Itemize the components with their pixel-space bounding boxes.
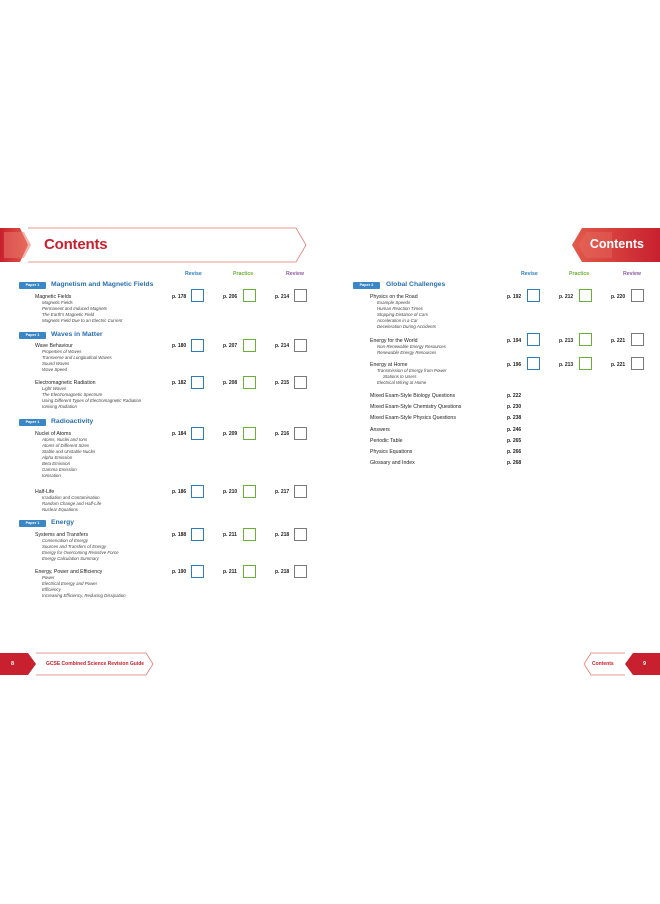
paper-badge: Paper 2 [353,282,380,289]
revise-checkbox[interactable] [191,339,204,352]
footer-title: GCSE Combined Science Revision Guide [46,661,145,667]
section-title: Magnetism and Magnetic Fields [51,281,154,288]
revise-checkbox[interactable] [191,289,204,302]
review-checkbox[interactable] [294,565,307,578]
review-page-ref: p. 216 [275,431,290,437]
page-title-left: Contents [44,236,108,253]
revise-checkbox[interactable] [191,485,204,498]
practice-checkbox[interactable] [243,376,256,389]
review-checkbox[interactable] [294,376,307,389]
extra-page-ref: p. 222 [507,393,522,399]
extra-page-ref: p. 246 [507,427,522,433]
practice-checkbox[interactable] [579,289,592,302]
subtopic: Light Waves [42,386,67,391]
topic-title: Nuclei of Atoms [35,431,72,437]
practice-page-ref: p. 212 [559,294,574,300]
column-head-revise: Revise [185,271,202,277]
column-head-revise: Revise [521,271,538,277]
subtopic: Magnetic Field Due to an Electric Current [42,318,123,323]
practice-checkbox[interactable] [243,289,256,302]
extra-entry: Answers [370,427,390,433]
practice-checkbox[interactable] [579,333,592,346]
page-title-right: Contents [589,237,644,251]
review-checkbox[interactable] [294,528,307,541]
review-page-ref: p. 221 [611,362,626,368]
extra-page-ref: p. 268 [507,460,522,466]
review-checkbox[interactable] [294,427,307,440]
revise-page-ref: p. 188 [172,532,187,538]
extra-entry: Mixed Exam-Style Physics Questions [370,415,456,421]
subtopic: Human Reaction Times [377,306,423,311]
review-checkbox[interactable] [294,485,307,498]
subtopic: Atoms, Nuclei and Ions [42,437,88,442]
practice-page-ref: p. 210 [223,489,238,495]
subtopic: Transmission of Energy from Power [377,368,447,373]
topic-title: Energy, Power and Efficiency [35,569,103,575]
subtopic: Beta Emission [42,461,71,466]
practice-checkbox[interactable] [579,357,592,370]
revise-page-ref: p. 190 [172,569,187,575]
practice-checkbox[interactable] [243,565,256,578]
section-title: Radioactivity [51,418,94,425]
subtopic: Irradiation and Contamination [42,495,100,500]
extra-page-ref: p. 266 [507,449,522,455]
subtopic: Permanent and Induced Magnets [42,306,107,311]
subtopic: Random Change and Half-Life [42,501,102,506]
review-page-ref: p. 218 [275,532,290,538]
practice-page-ref: p. 211 [223,569,237,575]
column-head-practice: Practice [233,271,254,277]
practice-page-ref: p. 213 [559,362,574,368]
extra-page-ref: p. 265 [507,438,522,444]
extra-page-ref: p. 230 [507,404,522,410]
revise-page-ref: p. 182 [172,380,187,386]
footer-label: Contents [592,661,614,667]
subtopic: The Earth's Magnetic Field [42,312,95,317]
subtopic: Sources and Transfers of Energy [42,544,107,549]
review-page-ref: p. 221 [611,338,626,344]
revise-checkbox[interactable] [527,333,540,346]
subtopic: Stable and Unstable Nuclei [42,449,95,454]
subtopic: Electrical Wiring at Home [377,380,427,385]
review-page-ref: p. 217 [275,489,290,495]
review-checkbox[interactable] [294,339,307,352]
revise-page-ref: p. 196 [507,362,522,368]
practice-page-ref: p. 211 [223,532,237,538]
subtopic: Sound Waves [42,361,70,366]
section-title: Energy [51,519,75,526]
topic-title: Systems and Transfers [35,532,89,538]
subtopic: Acceleration in a Car [377,318,418,323]
practice-page-ref: p. 209 [223,431,238,437]
revise-checkbox[interactable] [191,427,204,440]
paper-badge: Paper 1 [19,419,46,426]
revise-page-ref: p. 192 [507,294,522,300]
right-page [330,0,660,904]
extra-page-ref: p. 238 [507,415,522,421]
revise-checkbox[interactable] [191,376,204,389]
review-page-ref: p. 214 [275,343,290,349]
subtopic: The Electromagnetic Spectrum [42,392,103,397]
subtopic: Efficiency [42,587,61,592]
practice-page-ref: p. 207 [223,343,238,349]
review-checkbox[interactable] [631,333,644,346]
column-head-practice: Practice [569,271,590,277]
subtopic: Transverse and Longitudinal Waves [42,355,112,360]
revise-page-ref: p. 178 [172,294,187,300]
review-page-ref: p. 214 [275,294,290,300]
section-title: Waves in Matter [51,331,103,338]
column-head-review: Review [623,271,641,277]
topic-title: Physics on the Road [370,294,418,300]
paper-badge: Paper 1 [19,282,46,289]
column-head-review: Review [286,271,304,277]
subtopic: Ionising Radiation [42,404,77,409]
paper-badge: Paper 1 [19,520,46,527]
subtopic: Deceleration During Accidents [377,324,436,329]
review-page-ref: p. 215 [275,380,290,386]
revise-page-ref: p. 186 [172,489,187,495]
subtopic: Renewable Energy Resources [377,350,437,355]
subtopic: Gamma Emission [42,467,77,472]
subtopic: Conservation of Energy [42,538,88,543]
practice-checkbox[interactable] [243,528,256,541]
subtopic: Non-Renewable Energy Resources [377,344,446,349]
subtopic: Stations to Users [383,374,417,379]
revise-page-ref: p. 194 [507,338,522,344]
revise-checkbox[interactable] [191,528,204,541]
subtopic: Atoms of Different Sizes [42,443,90,448]
review-page-ref: p. 218 [275,569,290,575]
revise-checkbox[interactable] [527,289,540,302]
section-title: Global Challenges [386,281,446,288]
subtopic: Power [42,575,55,580]
extra-entry: Mixed Exam-Style Biology Questions [370,393,456,399]
subtopic: Properties of Waves [42,349,82,354]
review-checkbox[interactable] [631,289,644,302]
subtopic: Nuclear Equations [42,507,78,512]
paper-badge: Paper 1 [19,332,46,339]
review-checkbox[interactable] [631,357,644,370]
subtopic: Alpha Emission [42,455,73,460]
subtopic: Stopping Distance of Cars [377,312,429,317]
practice-checkbox[interactable] [243,427,256,440]
extra-entry: Glossary and Index [370,460,415,466]
page-number: 9 [643,661,647,667]
practice-checkbox[interactable] [243,339,256,352]
topic-title: Energy at Home [370,362,408,368]
subtopic: Magnetic Fields [42,300,73,305]
revise-checkbox[interactable] [191,565,204,578]
subtopic: Example Speeds [377,300,411,305]
subtopic: Ionisation [42,473,61,478]
topic-title: Energy for the World [370,338,418,344]
extra-entry: Periodic Table [370,438,403,444]
practice-checkbox[interactable] [243,485,256,498]
extra-entry: Mixed Exam-Style Chemistry Questions [370,404,462,410]
review-checkbox[interactable] [294,289,307,302]
subtopic: Energy Calculation Summary [42,556,99,561]
revise-page-ref: p. 184 [172,431,187,437]
topic-title: Electromagnetic Radiation [35,380,96,386]
subtopic: Wave Speed [42,367,68,372]
review-page-ref: p. 220 [611,294,626,300]
practice-page-ref: p. 208 [223,380,238,386]
practice-page-ref: p. 213 [559,338,574,344]
subtopic: Increasing Efficiency, Reducing Dissipation [42,593,126,598]
subtopic: Energy for Overcoming Resistive Force [42,550,119,555]
revise-page-ref: p. 180 [172,343,187,349]
practice-page-ref: p. 206 [223,294,238,300]
topic-title: Magnetic Fields [35,294,72,300]
page-number: 8 [11,661,15,667]
subtopic: Using Different Types of Electromagnetic Radiation [42,398,142,403]
topic-title: Wave Behaviour [35,343,73,349]
revise-checkbox[interactable] [527,357,540,370]
extra-entry: Physics Equations [370,449,413,455]
topic-title: Half-Life [35,489,55,495]
subtopic: Electrical Energy and Power [42,581,98,586]
